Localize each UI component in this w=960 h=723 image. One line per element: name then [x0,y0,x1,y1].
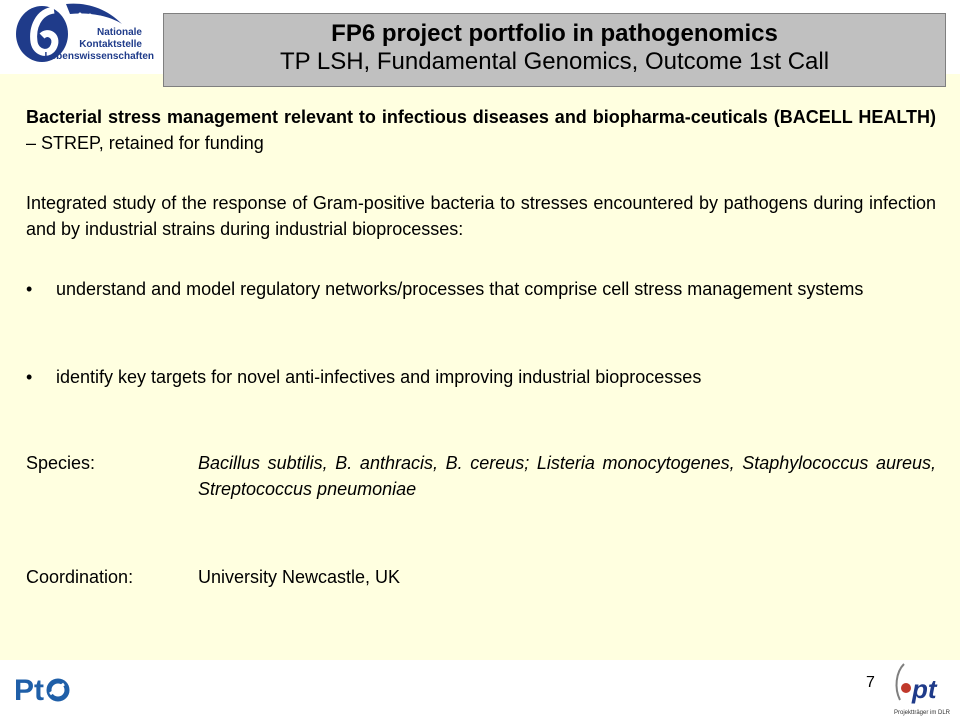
logo-line-2: Kontaktstelle [79,39,142,50]
page-number: 7 [866,674,875,691]
slide-subtitle: TP LSH, Fundamental Genomics, Outcome 1st Call [279,48,830,75]
nks-logo-text [44,27,154,62]
project-title-rest: – STREP, retained for funding [26,133,264,153]
species-label: Species: [26,453,96,473]
pto-logo [14,670,74,715]
svg-text:pt: pt [912,674,937,704]
logo-line-1: Nationale [96,27,142,38]
pt-dlr-logo [890,660,956,723]
footer-background [0,660,960,720]
coordination-value: University Newcastle, UK [198,567,401,587]
logo-line-3: Lebenswissenschaften [44,51,154,62]
bullet-text: identify key targets for novel anti-infectives and improving industrial bioprocesses [56,367,702,387]
species-value: Bacillus subtilis, B. anthracis, B. cereus; Listeria monocytogenes, Staphylococcus aureus, Streptococcus pneumoniae [198,453,936,499]
coordination-label: Coordination: [26,567,134,587]
pt-dlr-logo-icon [890,660,956,718]
svg-text:Pt: Pt [14,674,44,707]
bullet-icon: • [26,367,33,387]
project-title [26,104,936,156]
list-item [26,276,936,302]
bullet-text: understand and model regulatory networks/processes that comprise cell stress management systems [56,279,864,299]
list-item [26,364,936,390]
title-box [163,13,946,87]
project-title-bold: Bacterial stress management relevant to infectious diseases and biopharma-ceuticals (BACELL HEALTH) [26,107,936,127]
bullet-icon: • [26,279,33,299]
svg-text:Projektträger im DLR: Projektträger im DLR [894,710,951,716]
slide-title: FP6 project portfolio in pathogenomics [331,20,778,47]
pto-logo-icon [14,670,74,710]
intro-paragraph: Integrated study of the response of Gram-positive bacteria to stresses encountered by pathogens during infection and by industrial strains during industrial bioprocesses: [26,193,936,239]
nks-logo [0,0,160,74]
species-row [26,450,936,502]
coordination-row [26,564,936,590]
